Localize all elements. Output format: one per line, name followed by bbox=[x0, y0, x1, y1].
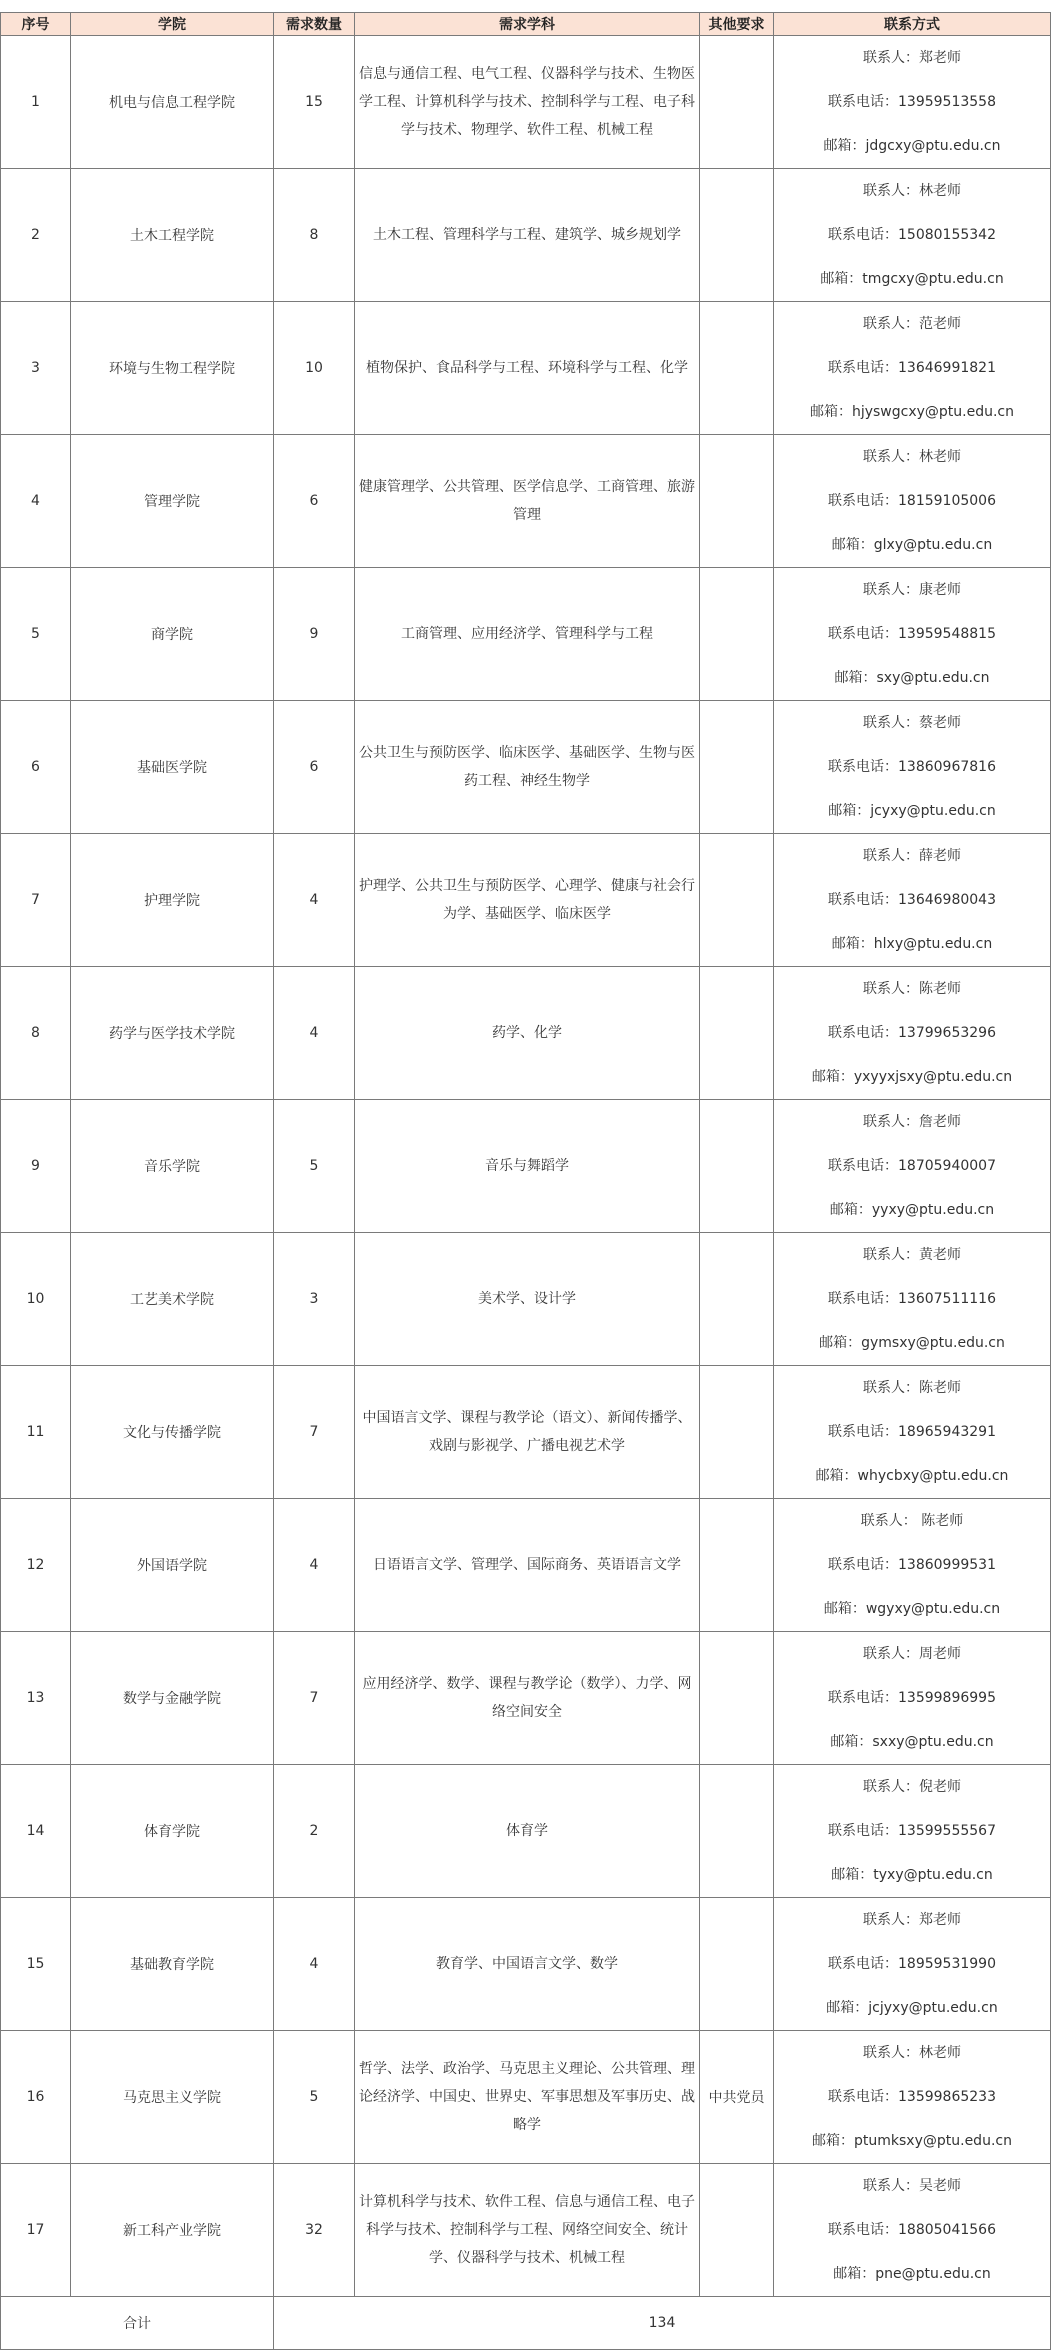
contact-cell bbox=[774, 169, 1051, 302]
demand-subjects-cell bbox=[355, 701, 700, 834]
other-requirements bbox=[700, 1632, 774, 1765]
contact-email[interactable]: 邮箱：gymsxy@ptu.edu.cn bbox=[819, 1335, 1005, 1351]
contact-cell bbox=[774, 435, 1051, 568]
demand-subjects-cell bbox=[355, 1233, 700, 1366]
row-index: 10 bbox=[1, 1233, 71, 1366]
contact-email[interactable]: 邮箱：glxy@ptu.edu.cn bbox=[831, 537, 993, 553]
contact-person: 联系人：林老师 bbox=[863, 449, 961, 465]
demand-count: 7 bbox=[274, 1366, 355, 1499]
row-index: 14 bbox=[1, 1765, 71, 1898]
contact-cell bbox=[774, 1233, 1051, 1366]
contact-cell bbox=[774, 1499, 1051, 1632]
contact-email[interactable]: 邮箱：tmgcxy@ptu.edu.cn bbox=[820, 271, 1004, 287]
demand-subjects: 体育学 bbox=[506, 1823, 548, 1839]
demand-subjects: 植物保护、食品科学与工程、环境科学与工程、化学 bbox=[366, 360, 688, 376]
demand-count: 4 bbox=[274, 834, 355, 967]
demand-subjects: 中国语言文学、课程与教学论（语文）、新闻传播学、戏剧与影视学、广播电视艺术学 bbox=[362, 1410, 692, 1454]
contact-cell bbox=[774, 1898, 1051, 2031]
row-index: 7 bbox=[1, 834, 71, 967]
table-row bbox=[1, 169, 1051, 302]
contact-email[interactable]: 邮箱：yyxy@ptu.edu.cn bbox=[829, 1202, 995, 1218]
demand-subjects: 公共卫生与预防医学、临床医学、基础医学、生物与医药工程、神经生物学 bbox=[359, 745, 695, 789]
contact-cell bbox=[774, 701, 1051, 834]
demand-subjects-cell bbox=[355, 302, 700, 435]
row-index: 1 bbox=[1, 36, 71, 169]
demand-subjects: 音乐与舞蹈学 bbox=[485, 1158, 569, 1174]
other-requirements bbox=[700, 36, 774, 169]
college-name: 基础医学院 bbox=[71, 701, 274, 834]
contact-person: 联系人：倪老师 bbox=[863, 1779, 961, 1795]
row-index: 8 bbox=[1, 967, 71, 1100]
college-name: 马克思主义学院 bbox=[71, 2031, 274, 2164]
demand-subjects: 土木工程、管理科学与工程、建筑学、城乡规划学 bbox=[373, 227, 681, 243]
header-idx: 序号 bbox=[1, 13, 71, 36]
college-name: 体育学院 bbox=[71, 1765, 274, 1898]
other-requirements bbox=[700, 1765, 774, 1898]
contact-cell bbox=[774, 1765, 1051, 1898]
contact-cell bbox=[774, 2164, 1051, 2297]
contact-email[interactable]: 邮箱：hlxy@ptu.edu.cn bbox=[831, 936, 993, 952]
row-index: 12 bbox=[1, 1499, 71, 1632]
contact-email[interactable]: 邮箱：ptumksxy@ptu.edu.cn bbox=[812, 2133, 1012, 2149]
contact-person: 联系人：陈老师 bbox=[863, 1380, 961, 1396]
recruitment-table bbox=[0, 12, 1051, 2350]
contact-person: 联系人：康老师 bbox=[863, 582, 961, 598]
demand-subjects: 教育学、中国语言文学、数学 bbox=[436, 1956, 618, 1972]
table-row bbox=[1, 435, 1051, 568]
demand-subjects: 计算机科学与技术、软件工程、信息与通信工程、电子科学与技术、控制科学与工程、网络空间安全、统计学、仪器科学与技术、机械工程 bbox=[359, 2194, 695, 2266]
contact-phone: 联系电话：15080155342 bbox=[828, 227, 996, 243]
other-requirements bbox=[700, 169, 774, 302]
row-index: 9 bbox=[1, 1100, 71, 1233]
demand-subjects-cell bbox=[355, 967, 700, 1100]
demand-count: 4 bbox=[274, 1499, 355, 1632]
table-row bbox=[1, 1499, 1051, 1632]
contact-email[interactable]: 邮箱：sxy@ptu.edu.cn bbox=[834, 670, 990, 686]
table-row bbox=[1, 1632, 1051, 1765]
contact-email[interactable]: 邮箱：tyxy@ptu.edu.cn bbox=[831, 1867, 993, 1883]
college-name: 机电与信息工程学院 bbox=[71, 36, 274, 169]
college-name: 护理学院 bbox=[71, 834, 274, 967]
header-count: 需求数量 bbox=[274, 13, 355, 36]
row-index: 4 bbox=[1, 435, 71, 568]
table-body bbox=[1, 36, 1051, 2297]
row-index: 15 bbox=[1, 1898, 71, 2031]
contact-person: 联系人：周老师 bbox=[863, 1646, 961, 1662]
demand-subjects-cell bbox=[355, 1100, 700, 1233]
college-name: 外国语学院 bbox=[71, 1499, 274, 1632]
row-index: 6 bbox=[1, 701, 71, 834]
college-name: 数学与金融学院 bbox=[71, 1632, 274, 1765]
row-index: 11 bbox=[1, 1366, 71, 1499]
contact-person: 联系人： 陈老师 bbox=[860, 1513, 964, 1529]
contact-cell bbox=[774, 834, 1051, 967]
contact-cell bbox=[774, 36, 1051, 169]
demand-count: 3 bbox=[274, 1233, 355, 1366]
demand-subjects-cell bbox=[355, 2031, 700, 2164]
other-requirements bbox=[700, 2164, 774, 2297]
row-index: 17 bbox=[1, 2164, 71, 2297]
contact-person: 联系人：陈老师 bbox=[863, 981, 961, 997]
header-subjects: 需求学科 bbox=[355, 13, 700, 36]
contact-phone: 联系电话：13599896995 bbox=[828, 1690, 996, 1706]
demand-subjects-cell bbox=[355, 169, 700, 302]
contact-phone: 联系电话：13959513558 bbox=[828, 94, 996, 110]
contact-phone: 联系电话：18705940007 bbox=[828, 1158, 996, 1174]
demand-subjects: 应用经济学、数学、课程与教学论（数学）、力学、网络空间安全 bbox=[362, 1676, 692, 1720]
contact-email[interactable]: 邮箱：jcjyxy@ptu.edu.cn bbox=[826, 2000, 998, 2016]
demand-subjects-cell bbox=[355, 1632, 700, 1765]
table-row bbox=[1, 1898, 1051, 2031]
demand-count: 4 bbox=[274, 967, 355, 1100]
contact-cell bbox=[774, 568, 1051, 701]
college-name: 新工科产业学院 bbox=[71, 2164, 274, 2297]
other-requirements bbox=[700, 1898, 774, 2031]
row-index: 5 bbox=[1, 568, 71, 701]
contact-phone: 联系电话：18959531990 bbox=[828, 1956, 996, 1972]
demand-subjects-cell bbox=[355, 1366, 700, 1499]
table-row bbox=[1, 834, 1051, 967]
contact-person: 联系人：郑老师 bbox=[863, 1912, 961, 1928]
demand-subjects-cell bbox=[355, 36, 700, 169]
contact-person: 联系人：詹老师 bbox=[863, 1114, 961, 1130]
contact-person: 联系人：林老师 bbox=[863, 2045, 961, 2061]
total-row bbox=[1, 2297, 1051, 2350]
demand-subjects-cell bbox=[355, 435, 700, 568]
header-contact: 联系方式 bbox=[774, 13, 1051, 36]
demand-subjects: 工商管理、应用经济学、管理科学与工程 bbox=[401, 626, 653, 642]
other-requirements bbox=[700, 1233, 774, 1366]
contact-person: 联系人：郑老师 bbox=[863, 50, 961, 66]
contact-person: 联系人：黄老师 bbox=[863, 1247, 961, 1263]
table-row bbox=[1, 1100, 1051, 1233]
contact-phone: 联系电话：18965943291 bbox=[828, 1424, 996, 1440]
college-name: 文化与传播学院 bbox=[71, 1366, 274, 1499]
demand-subjects: 哲学、法学、政治学、马克思主义理论、公共管理、理论经济学、中国史、世界史、军事思想及军事历史、战略学 bbox=[359, 2061, 695, 2133]
contact-email[interactable]: 邮箱：hjyswgcxy@ptu.edu.cn bbox=[809, 404, 1015, 420]
row-index: 13 bbox=[1, 1632, 71, 1765]
table-row bbox=[1, 1233, 1051, 1366]
header-row bbox=[1, 13, 1051, 36]
table-row bbox=[1, 1765, 1051, 1898]
row-index: 3 bbox=[1, 302, 71, 435]
header-college: 学院 bbox=[71, 13, 274, 36]
contact-email[interactable]: 邮箱：whycbxy@ptu.edu.cn bbox=[815, 1468, 1009, 1484]
other-requirements bbox=[700, 834, 774, 967]
other-requirements bbox=[700, 568, 774, 701]
table-row bbox=[1, 701, 1051, 834]
contact-person: 联系人：薛老师 bbox=[863, 848, 961, 864]
demand-subjects-cell bbox=[355, 568, 700, 701]
contact-email[interactable]: 邮箱：wgyxy@ptu.edu.cn bbox=[823, 1601, 1001, 1617]
demand-subjects-cell bbox=[355, 1765, 700, 1898]
college-name: 基础教育学院 bbox=[71, 1898, 274, 2031]
demand-count: 7 bbox=[274, 1632, 355, 1765]
contact-cell bbox=[774, 1632, 1051, 1765]
demand-subjects: 健康管理学、公共管理、医学信息学、工商管理、旅游管理 bbox=[359, 479, 695, 523]
contact-phone: 联系电话：18159105006 bbox=[828, 493, 996, 509]
table-row bbox=[1, 2031, 1051, 2164]
college-name: 药学与医学技术学院 bbox=[71, 967, 274, 1100]
other-requirements: 中共党员 bbox=[700, 2031, 774, 2164]
table-header bbox=[1, 13, 1051, 36]
college-name: 音乐学院 bbox=[71, 1100, 274, 1233]
demand-count: 5 bbox=[274, 1100, 355, 1233]
demand-count: 6 bbox=[274, 435, 355, 568]
demand-count: 32 bbox=[274, 2164, 355, 2297]
table-row bbox=[1, 568, 1051, 701]
total-value: 134 bbox=[274, 2297, 1051, 2350]
contact-phone: 联系电话：13599865233 bbox=[828, 2089, 996, 2105]
other-requirements bbox=[700, 967, 774, 1100]
contact-email[interactable]: 邮箱：yxyyxjsxy@ptu.edu.cn bbox=[811, 1069, 1013, 1085]
total-label: 合计 bbox=[1, 2297, 274, 2350]
contact-phone: 联系电话：13646991821 bbox=[828, 360, 996, 376]
demand-subjects-cell bbox=[355, 834, 700, 967]
demand-count: 8 bbox=[274, 169, 355, 302]
contact-phone: 联系电话：13607511116 bbox=[828, 1291, 996, 1307]
row-index: 16 bbox=[1, 2031, 71, 2164]
other-requirements bbox=[700, 302, 774, 435]
demand-count: 5 bbox=[274, 2031, 355, 2164]
contact-email[interactable]: 邮箱：pne@ptu.edu.cn bbox=[833, 2266, 991, 2282]
table-footer bbox=[1, 2297, 1051, 2350]
contact-cell bbox=[774, 1366, 1051, 1499]
contact-email[interactable]: 邮箱：jdgcxy@ptu.edu.cn bbox=[823, 138, 1001, 154]
table-row bbox=[1, 302, 1051, 435]
contact-cell bbox=[774, 967, 1051, 1100]
demand-count: 4 bbox=[274, 1898, 355, 2031]
demand-count: 10 bbox=[274, 302, 355, 435]
contact-person: 联系人：蔡老师 bbox=[863, 715, 961, 731]
table-row bbox=[1, 967, 1051, 1100]
contact-email[interactable]: 邮箱：sxxy@ptu.edu.cn bbox=[830, 1734, 994, 1750]
other-requirements bbox=[700, 1366, 774, 1499]
other-requirements bbox=[700, 1100, 774, 1233]
contact-person: 联系人：范老师 bbox=[863, 316, 961, 332]
contact-cell bbox=[774, 2031, 1051, 2164]
college-name: 工艺美术学院 bbox=[71, 1233, 274, 1366]
contact-phone: 联系电话：13860967816 bbox=[828, 759, 996, 775]
demand-subjects-cell bbox=[355, 1898, 700, 2031]
demand-count: 2 bbox=[274, 1765, 355, 1898]
contact-phone: 联系电话：13599555567 bbox=[828, 1823, 996, 1839]
contact-phone: 联系电话：13959548815 bbox=[828, 626, 996, 642]
college-name: 商学院 bbox=[71, 568, 274, 701]
contact-person: 联系人：林老师 bbox=[863, 183, 961, 199]
contact-phone: 联系电话：18805041566 bbox=[828, 2222, 996, 2238]
table-row bbox=[1, 36, 1051, 169]
contact-cell bbox=[774, 1100, 1051, 1233]
demand-subjects: 信息与通信工程、电气工程、仪器科学与技术、生物医学工程、计算机科学与技术、控制科学与工程、电子科学与技术、物理学、软件工程、机械工程 bbox=[359, 66, 695, 138]
contact-phone: 联系电话：13646980043 bbox=[828, 892, 996, 908]
demand-subjects-cell bbox=[355, 1499, 700, 1632]
contact-cell bbox=[774, 302, 1051, 435]
contact-phone: 联系电话：13860999531 bbox=[828, 1557, 996, 1573]
demand-subjects-cell bbox=[355, 2164, 700, 2297]
demand-subjects: 美术学、设计学 bbox=[478, 1291, 576, 1307]
demand-subjects: 药学、化学 bbox=[492, 1025, 562, 1041]
demand-count: 9 bbox=[274, 568, 355, 701]
college-name: 管理学院 bbox=[71, 435, 274, 568]
college-name: 环境与生物工程学院 bbox=[71, 302, 274, 435]
table-row bbox=[1, 1366, 1051, 1499]
demand-subjects: 日语语言文学、管理学、国际商务、英语语言文学 bbox=[373, 1557, 681, 1573]
demand-count: 6 bbox=[274, 701, 355, 834]
other-requirements bbox=[700, 701, 774, 834]
table-row bbox=[1, 2164, 1051, 2297]
other-requirements bbox=[700, 1499, 774, 1632]
header-other: 其他要求 bbox=[700, 13, 774, 36]
contact-phone: 联系电话：13799653296 bbox=[828, 1025, 996, 1041]
demand-count: 15 bbox=[274, 36, 355, 169]
demand-subjects: 护理学、公共卫生与预防医学、心理学、健康与社会行为学、基础医学、临床医学 bbox=[359, 878, 695, 922]
contact-person: 联系人：吴老师 bbox=[863, 2178, 961, 2194]
other-requirements bbox=[700, 435, 774, 568]
row-index: 2 bbox=[1, 169, 71, 302]
college-name: 土木工程学院 bbox=[71, 169, 274, 302]
contact-email[interactable]: 邮箱：jcyxy@ptu.edu.cn bbox=[828, 803, 996, 819]
